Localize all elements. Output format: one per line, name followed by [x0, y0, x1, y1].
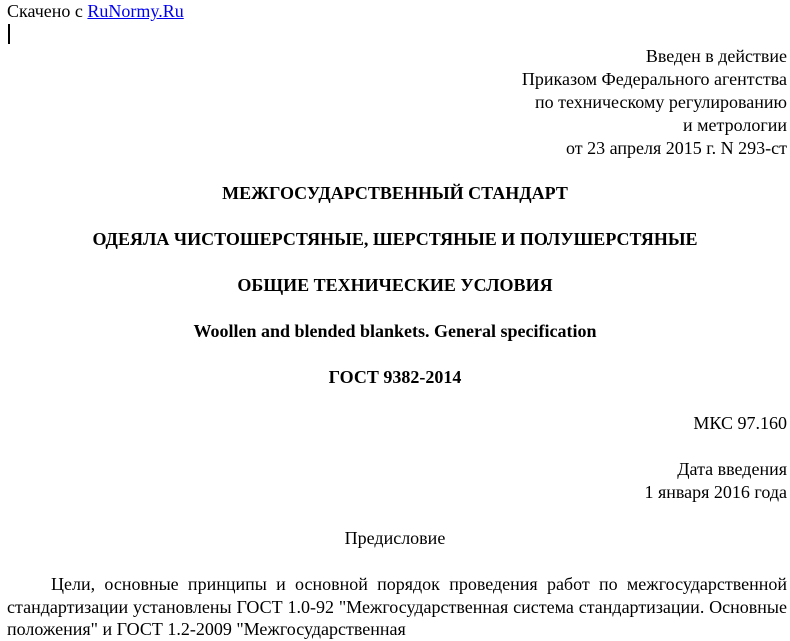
- standard-code: ГОСТ 9382-2014: [328, 367, 462, 387]
- source-link[interactable]: RuNormy.Ru: [87, 1, 184, 21]
- approval-line: и метрологии: [683, 115, 787, 135]
- text-cursor: [8, 24, 10, 44]
- approval-line: от 23 апреля 2015 г. N 293-ст: [566, 138, 787, 158]
- foreword-paragraph: Цели, основные принципы и основной порядок проведения работ по межгосударственной стандартизации установлены ГОСТ 1.0-92 "Межгосударственная система стандартизации. Основные положения" и ГОСТ 1.2-2009 "Межгосударственная: [7, 574, 787, 639]
- foreword-heading: Предисловие: [344, 528, 446, 548]
- mks-code: МКС 97.160: [693, 413, 787, 433]
- intro-date-label: Дата введения: [677, 459, 787, 479]
- standard-kind: МЕЖГОСУДАРСТВЕННЫЙ СТАНДАРТ: [222, 183, 568, 203]
- source-line: [7, 0, 184, 22]
- approval-line: Введен в действие: [645, 46, 787, 66]
- approval-block: [522, 45, 787, 160]
- standard-subtitle: ОБЩИЕ ТЕХНИЧЕСКИЕ УСЛОВИЯ: [237, 275, 553, 295]
- source-prefix: Скачено с: [7, 1, 88, 21]
- english-title: Woollen and blended blankets. General specification: [193, 321, 597, 341]
- approval-line: по техническому регулированию: [534, 92, 787, 112]
- approval-line: Приказом Федерального агентства: [521, 69, 787, 89]
- intro-date: 1 января 2016 года: [644, 482, 787, 502]
- standard-title: ОДЕЯЛА ЧИСТОШЕРСТЯНЫЕ, ШЕРСТЯНЫЕ И ПОЛУШЕРСТЯНЫЕ: [92, 229, 698, 249]
